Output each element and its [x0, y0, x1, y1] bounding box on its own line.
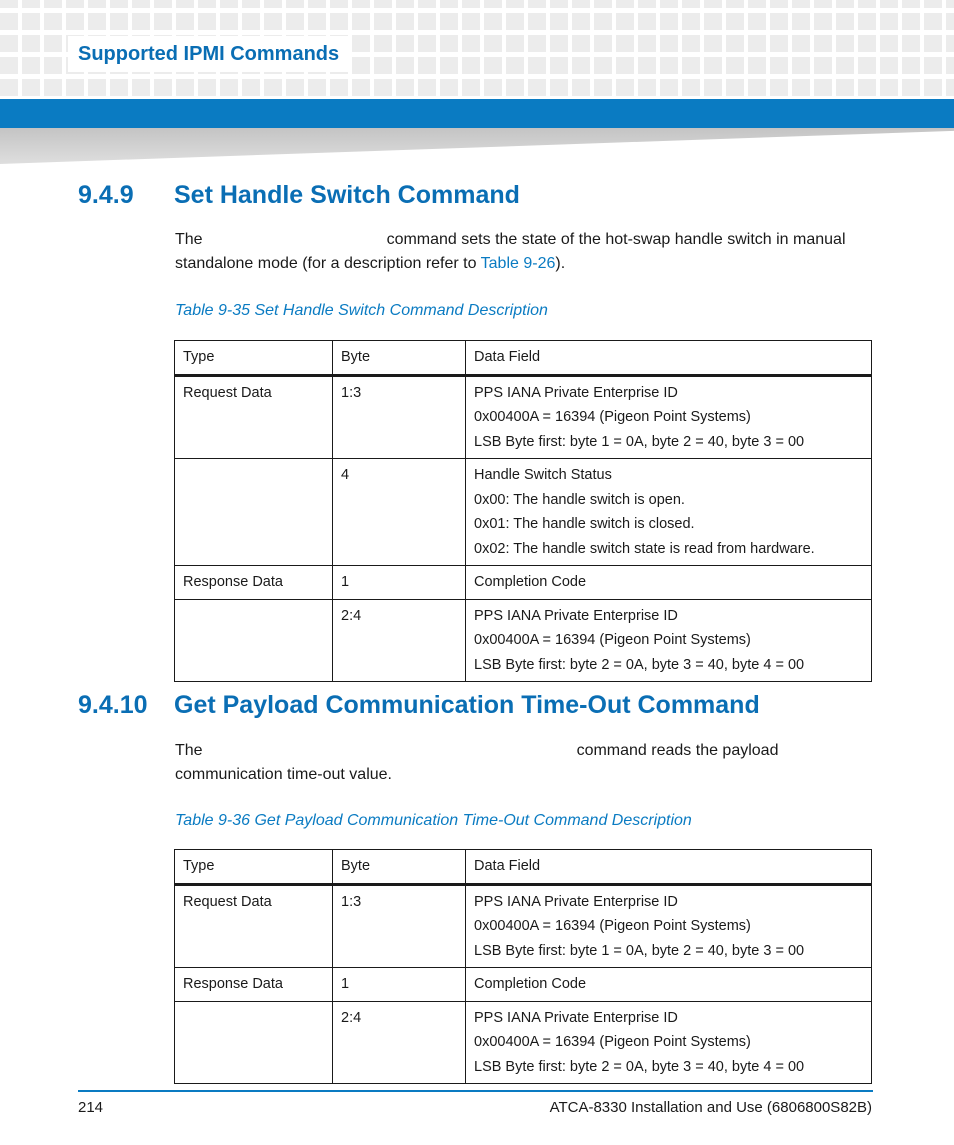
data-field-line: 0x00400A = 16394 (Pigeon Point Systems)	[474, 409, 751, 425]
type-cell: Response Data	[175, 968, 333, 1002]
intro-text: command reads the payload communication time-out value.	[175, 742, 779, 783]
table-row	[175, 459, 872, 566]
section-title: Get Payload Communication Time-Out Command	[174, 691, 760, 719]
table-9-36	[174, 849, 872, 1084]
data-field-line: PPS IANA Private Enterprise ID	[474, 607, 678, 624]
table-9-35-caption: Table 9-35 Set Handle Switch Command Description	[175, 302, 548, 319]
byte-cell: 1:3	[333, 375, 466, 459]
data-field-cell	[466, 459, 872, 566]
byte-cell: 1	[333, 566, 466, 600]
table-9-26-link[interactable]: Table 9-26	[480, 255, 556, 272]
table-row	[175, 884, 872, 968]
byte-cell: 2:4	[333, 599, 466, 682]
byte-cell: 1:3	[333, 884, 466, 968]
header-grey-wedge	[0, 128, 954, 164]
type-cell	[175, 459, 333, 566]
byte-cell: 1	[333, 968, 466, 1002]
intro-lead: The	[175, 231, 203, 248]
page-number: 214	[78, 1099, 104, 1116]
section-intro-9-4-9	[175, 228, 875, 276]
document-title: ATCA-8330 Installation and Use (6806800S82B)	[549, 1099, 872, 1116]
type-cell	[175, 599, 333, 682]
data-field-cell	[466, 1001, 872, 1084]
data-field-line: PPS IANA Private Enterprise ID	[474, 1009, 678, 1026]
data-field-cell	[466, 599, 872, 682]
data-field-line: Handle Switch Status	[474, 467, 612, 483]
running-header-title: Supported IPMI Commands	[68, 36, 349, 72]
data-field-cell	[466, 968, 872, 1002]
intro-text: command sets the state of the hot-swap handle switch in manual standalone mode (for a description refer to	[175, 231, 846, 272]
data-field-cell	[466, 375, 872, 459]
section-heading-9-4-9	[78, 181, 520, 210]
column-header: Data Field	[466, 850, 872, 885]
table-9-36-caption: Table 9-36 Get Payload Communication Time-Out Command Description	[175, 812, 692, 829]
table-row	[175, 599, 872, 682]
intro-tail: ).	[555, 255, 566, 272]
data-field-line: 0x00400A = 16394 (Pigeon Point Systems)	[474, 1034, 751, 1050]
data-field-line: LSB Byte first: byte 1 = 0A, byte 2 = 40, byte 3 = 00	[474, 433, 805, 450]
section-heading-9-4-10	[78, 691, 760, 720]
data-field-cell	[466, 884, 872, 968]
column-header: Data Field	[466, 341, 872, 376]
table-row	[175, 566, 872, 600]
data-field-line: LSB Byte first: byte 2 = 0A, byte 3 = 40, byte 4 = 00	[474, 656, 805, 673]
data-field-line: Completion Code	[474, 574, 587, 590]
section-number: 9.4.9	[78, 181, 134, 209]
byte-cell: 2:4	[333, 1001, 466, 1084]
intro-lead: The	[175, 742, 203, 759]
section-intro-9-4-10	[175, 739, 875, 787]
header-blue-bar	[0, 99, 954, 128]
byte-cell: 4	[333, 459, 466, 566]
data-field-cell	[466, 566, 872, 600]
data-field-line: 0x00400A = 16394 (Pigeon Point Systems)	[474, 632, 751, 648]
table-row	[175, 1001, 872, 1084]
data-field-line: PPS IANA Private Enterprise ID	[474, 893, 678, 910]
data-field-line: 0x02: The handle switch state is read from hardware.	[474, 540, 815, 557]
type-cell: Response Data	[175, 566, 333, 600]
section-number: 9.4.10	[78, 691, 148, 719]
type-cell	[175, 1001, 333, 1084]
section-title: Set Handle Switch Command	[174, 181, 520, 209]
data-field-line: 0x00: The handle switch is open.	[474, 491, 685, 508]
column-header: Type	[175, 341, 333, 376]
table-row	[175, 375, 872, 459]
table-9-35	[174, 340, 872, 682]
data-field-line: LSB Byte first: byte 2 = 0A, byte 3 = 40, byte 4 = 00	[474, 1058, 805, 1075]
data-field-line: LSB Byte first: byte 1 = 0A, byte 2 = 40, byte 3 = 00	[474, 942, 805, 959]
table-header-row	[175, 850, 872, 885]
column-header: Type	[175, 850, 333, 885]
data-field-line: 0x00400A = 16394 (Pigeon Point Systems)	[474, 918, 751, 934]
type-cell: Request Data	[175, 375, 333, 459]
column-header: Byte	[333, 341, 466, 376]
column-header: Byte	[333, 850, 466, 885]
table-row	[175, 968, 872, 1002]
footer-rule	[78, 1090, 873, 1092]
data-field-line: 0x01: The handle switch is closed.	[474, 516, 695, 532]
type-cell: Request Data	[175, 884, 333, 968]
data-field-line: Completion Code	[474, 976, 587, 992]
data-field-line: PPS IANA Private Enterprise ID	[474, 384, 678, 401]
table-header-row	[175, 341, 872, 376]
